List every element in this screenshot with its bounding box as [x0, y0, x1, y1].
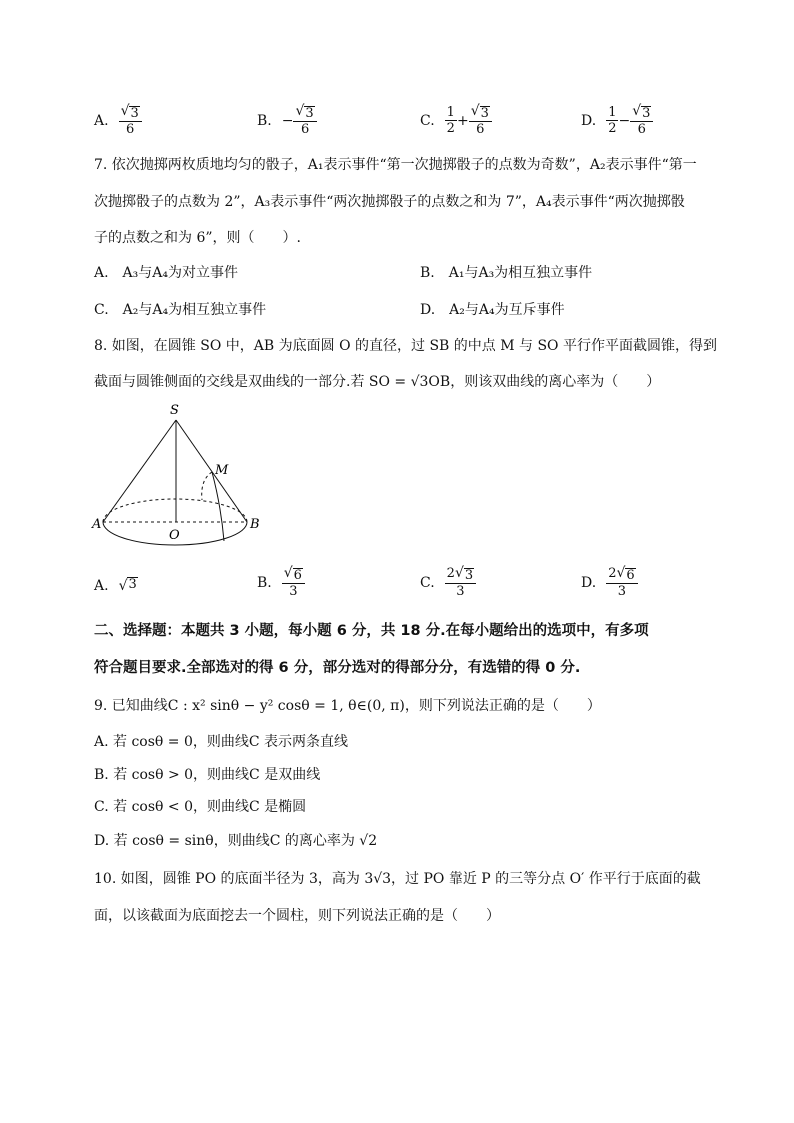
q7-option-c: C. A₂与A₄为相互独立事件: [94, 302, 267, 318]
q8-option-b: B. √ 6 3: [257, 566, 305, 599]
q6-option-d: D. $\frac{1}{2}$ − √ 3 6: [581, 104, 653, 137]
q7-stem-line3: 子的点数之和为 6”，则（ ）.: [94, 230, 301, 246]
q8-stem-line2: 截面与圆锥侧面的交线是双曲线的一部分.若 SO = √3OB，则该双曲线的离心率为（ ）: [94, 374, 661, 390]
q9-option-a: A. 若 cosθ = 0，则曲线C 表示两条直线: [94, 734, 349, 750]
label-a: A: [92, 517, 102, 532]
section-two-instructions: 符合题目要求.全部选对的得 6 分，部分选对的得部分分，有选错的得 0 分.: [94, 660, 581, 676]
q6-option-c: C. $\frac{1}{2}$ + √ 3 6: [420, 104, 492, 137]
q10-stem-line2: 面，以该截面为底面挖去一个圆柱，则下列说法正确的是（ ）: [94, 908, 500, 924]
q8-option-a: A. √ 3: [94, 577, 137, 594]
q10-stem-line1: 10. 如图，圆锥 PO 的底面半径为 3，高为 3√3，过 PO 靠近 P 的三等分点 O′ 作平行于底面的截: [94, 871, 701, 887]
q8-option-c: C. 2 √ 3 3: [420, 566, 476, 599]
q9-option-d: D. 若 cosθ = sinθ，则曲线C 的离心率为 √2: [94, 833, 378, 849]
q6-a-fraction: √ 3 6: [119, 104, 142, 137]
label-b: B: [250, 517, 260, 532]
q9-option-c: C. 若 cosθ < 0，则曲线C 是椭圆: [94, 799, 307, 815]
q7-option-b: B. A₁与A₃为相互独立事件: [420, 265, 593, 281]
cone-figure: [90, 400, 270, 550]
q6-option-b: B. − √ 3 6: [257, 104, 317, 137]
q8-option-d: D. 2 √ 6 3: [581, 566, 638, 599]
q7-option-a: A. A₃与A₄为对立事件: [94, 265, 239, 281]
q7-option-d: D. A₂与A₄为互斥事件: [420, 302, 565, 318]
q8-stem-line1: 8. 如图，在圆锥 SO 中，AB 为底面圆 O 的直径，过 SB 的中点 M 与 SO 平行作平面截圆锥，得到: [94, 338, 717, 354]
q6-option-a: A. √ 3 6: [94, 104, 142, 137]
q9-stem: 9. 已知曲线C : x² sinθ − y² cosθ = 1, θ∈(0, π)，则下列说法正确的是（ ）: [94, 698, 601, 714]
label-s: S: [170, 403, 179, 418]
q6-b-fraction: √ 3 6: [293, 104, 316, 137]
label-o: O: [169, 528, 180, 543]
q9-option-b: B. 若 cosθ > 0，则曲线C 是双曲线: [94, 767, 321, 783]
q7-stem-line2: 次抛掷骰子的点数为 2”，A₃表示事件“两次抛掷骰子的点数之和为 7”，A₄表示事件“两次抛掷骰: [94, 194, 685, 210]
q7-stem-line1: 7. 依次抛掷两枚质地均匀的骰子，A₁表示事件“第一次抛掷骰子的点数为奇数”，A₂表示事件“第一: [94, 157, 697, 173]
section-two-heading: 二、选择题：本题共 3 小题，每小题 6 分，共 18 分.在每小题给出的选项中，有多项: [94, 623, 649, 639]
label-m: M: [215, 463, 229, 478]
